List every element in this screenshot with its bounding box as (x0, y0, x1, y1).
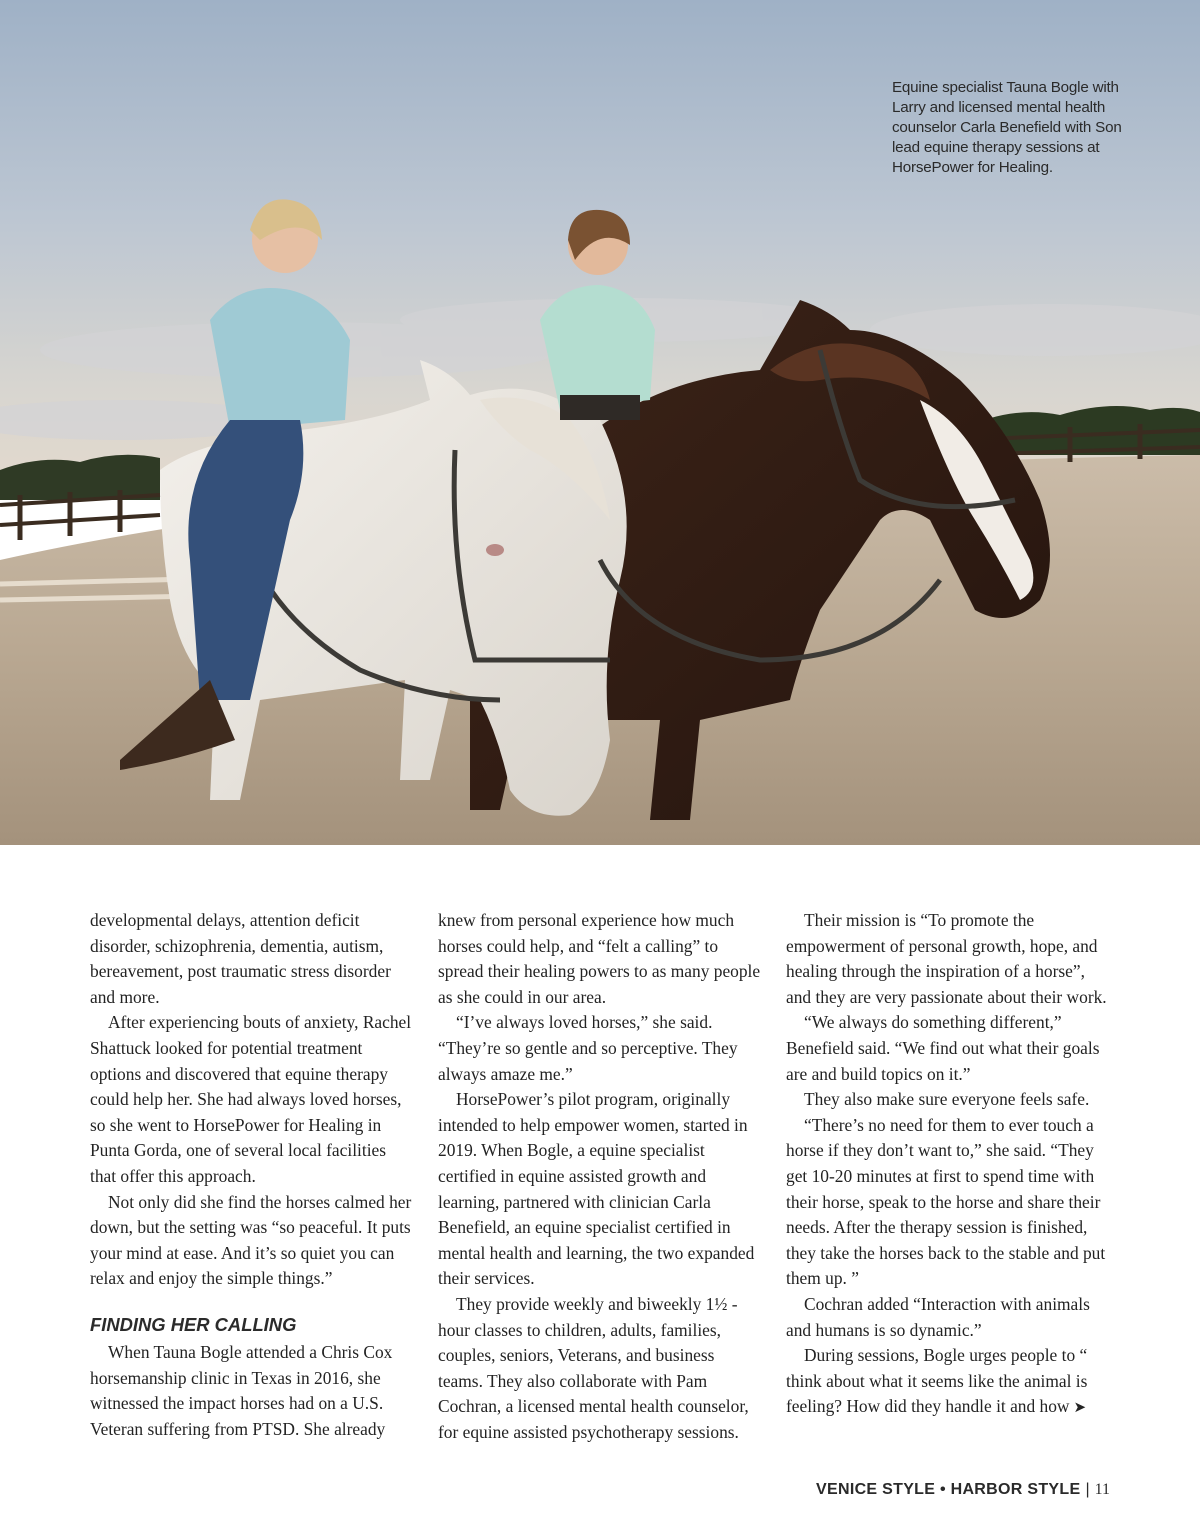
paragraph-text: During sessions, Bogle urges people to “ think about what it seems like the animal is feeling? How did they handle it and how (786, 1345, 1088, 1417)
paragraph: They also make sure everyone feels safe. (804, 1089, 1090, 1110)
paragraph: They provide weekly and biweekly 1½ - hour classes to children, adults, families, couples, seniors, Veterans, and business teams. They also collaborate with Pam Cochran, a licensed mental health counselor, for equine assisted psychotherapy sessions. (438, 1293, 749, 1442)
page-number: 11 (1094, 1481, 1110, 1498)
footer-separator: | (1085, 1481, 1090, 1498)
article-column-3 (786, 908, 1111, 1422)
page-footer (816, 1480, 1110, 1500)
paragraph: “We always do something different,” Benefield said. “We find out what their goals are and build topics on it.” (786, 1012, 1100, 1084)
paragraph: “There’s no need for them to ever touch a horse if they don’t want to,” she said. “They get 10-20 minutes at first to spend time with their horse, speak to the horse and share their needs. After the therapy session is finished, they take the horses back to the stable and put them up. ” (786, 1114, 1106, 1289)
paragraph: “I’ve always loved horses,” she said. “They’re so gentle and so perceptive. They always amaze me.” (438, 1012, 738, 1084)
article-column-2 (438, 908, 763, 1445)
article-column-1 (90, 908, 415, 1442)
paragraph: Cochran added “Interaction with animals and humans is so dynamic.” (786, 1293, 1090, 1340)
paragraph: developmental delays, attention deficit disorder, schizophrenia, dementia, autism, bereavement, post traumatic stress disorder and more. (90, 910, 391, 1007)
paragraph: knew from personal experience how much horses could help, and “felt a calling” to spread their healing powers to as many people as she could in our area. (438, 910, 761, 1007)
paragraph: HorsePower’s pilot program, originally intended to help empower women, started in 2019. When Bogle, a equine specialist certified in equine assisted growth and learning, partnered with clinician Carla Benefield, an equine specialist certified in mental health and learning, the two expanded their services. (438, 1089, 755, 1289)
paragraph: After experiencing bouts of anxiety, Rachel Shattuck looked for potential treatment options and discovered that equine therapy could help her. She had always loved horses, so she went to HorsePower for Healing in Punta Gorda, one of several local facilities that offer this approach. (90, 1012, 412, 1186)
continue-arrow-icon: ➤ (1073, 1400, 1087, 1417)
section-subhead: FINDING HER CALLING (90, 1313, 297, 1335)
paragraph-last (786, 1343, 1111, 1422)
paragraph: Not only did she find the horses calmed her down, but the setting was “so peaceful. It puts your mind at ease. And it’s so quiet you can relax and enjoy the simple things.” (90, 1191, 412, 1289)
photo-caption: Equine specialist Tauna Bogle with Larry and licensed mental health counselor Carla Benefield with Son lead equine therapy sessions at HorsePower for Healing. (892, 79, 1122, 176)
paragraph: Their mission is “To promote the empowerment of personal growth, hope, and healing through the inspiration of a horse”, and they are very passionate about their work. (786, 910, 1107, 1007)
publication-name: VENICE STYLE • HARBOR STYLE (816, 1481, 1081, 1498)
paragraph: When Tauna Bogle attended a Chris Cox horsemanship clinic in Texas in 2016, she witnessed the impact horses had on a U.S. Veteran suffering from PTSD. She already (90, 1341, 393, 1439)
